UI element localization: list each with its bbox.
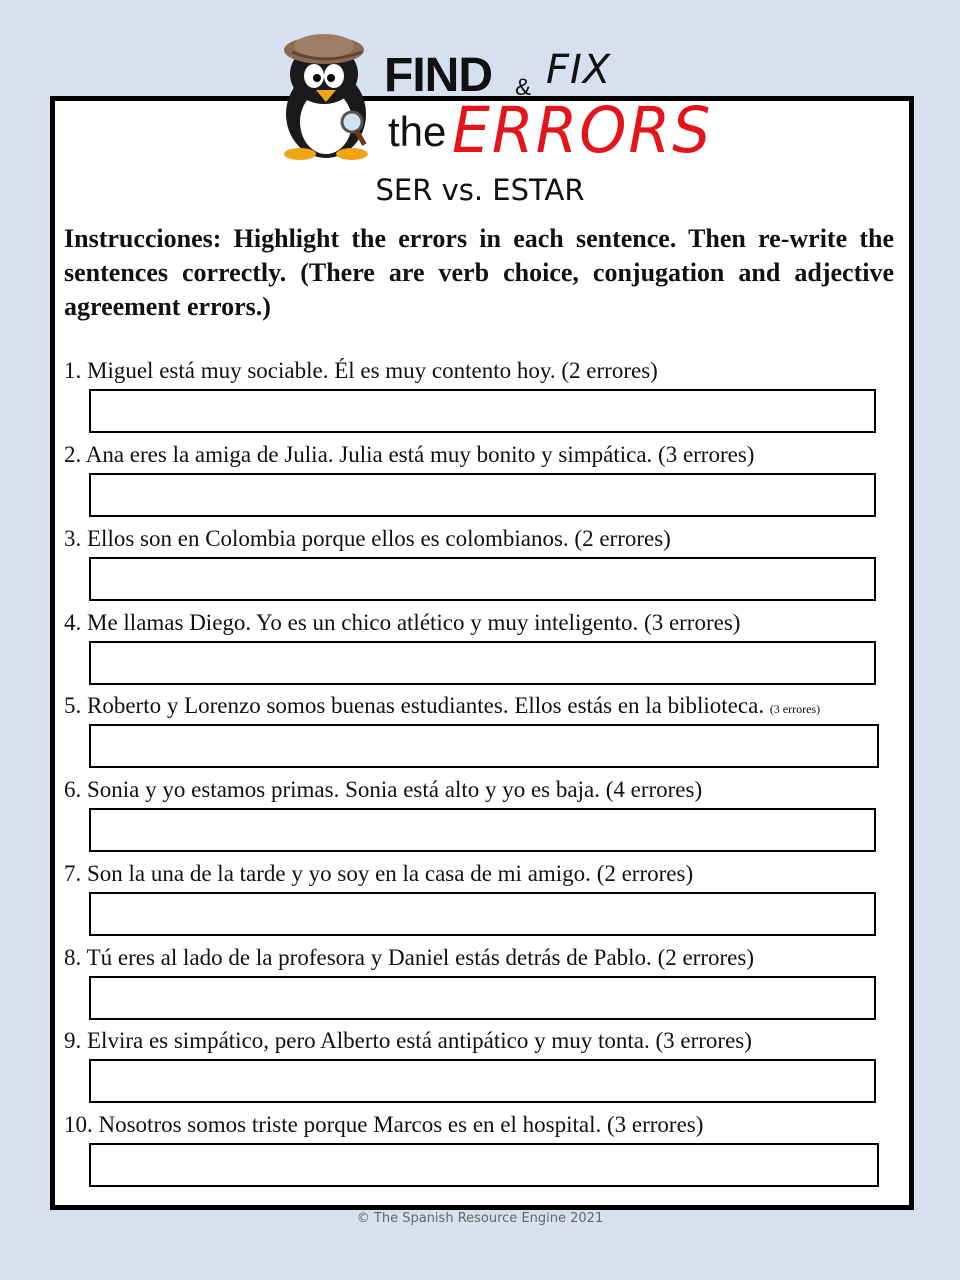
question-5 (64, 691, 904, 724)
question-text: Ana eres la amiga de Julia. Julia está muy bonito y simpática. (85, 442, 653, 467)
question-number: 8. (64, 945, 82, 970)
question-number: 6. (64, 777, 82, 802)
error-count: (3 errores) (655, 1028, 752, 1053)
instructions: Instrucciones: Highlight the errors in each sentence. Then re-write the sentences correctly. (There are verb choice, conjugation and adjective agreement errors.) (64, 224, 894, 321)
error-count: (2 errores) (574, 526, 671, 551)
question-8 (64, 943, 904, 973)
answer-box-5[interactable] (89, 724, 879, 768)
answer-box-10[interactable] (89, 1143, 879, 1187)
question-4 (64, 608, 904, 638)
question-number: 10. (64, 1112, 93, 1137)
question-number: 1. (64, 358, 82, 383)
title-the: the (388, 108, 447, 155)
question-number: 7. (64, 861, 82, 886)
question-text: Elvira es simpático, pero Alberto está antipático y muy tonta. (87, 1028, 650, 1053)
error-count: (2 errores) (657, 945, 754, 970)
answer-box-7[interactable] (89, 892, 876, 936)
answer-box-4[interactable] (89, 641, 876, 685)
error-count: (3 errores) (644, 610, 741, 635)
title-fix: FIX (546, 47, 612, 93)
question-text: Nosotros somos triste porque Marcos es en el hospital. (98, 1112, 602, 1137)
question-9 (64, 1026, 904, 1056)
question-1 (64, 356, 904, 386)
question-number: 2. (64, 442, 82, 467)
answer-box-9[interactable] (89, 1059, 876, 1103)
answer-box-2[interactable] (89, 473, 876, 517)
title-find: FIND (384, 49, 492, 102)
question-text: Ellos son en Colombia porque ellos es colombianos. (87, 526, 569, 551)
question-7 (64, 859, 904, 889)
answer-box-6[interactable] (89, 808, 876, 852)
question-text: Son la una de la tarde y yo soy en la casa de mi amigo. (87, 861, 591, 886)
question-6 (64, 775, 904, 805)
question-2 (64, 440, 904, 470)
detective-penguin-icon (272, 26, 380, 162)
question-number: 3. (64, 526, 82, 551)
error-count: (2 errores) (596, 861, 694, 886)
question-number: 5. (64, 693, 82, 718)
question-text: Tú eres al lado de la profesora y Daniel estás detrás de Pablo. (86, 945, 652, 970)
question-text: Me llamas Diego. Yo es un chico atlético y muy inteligento. (87, 610, 639, 635)
answer-box-3[interactable] (89, 557, 876, 601)
question-text: Sonia y yo estamos primas. Sonia está alto y yo es baja. (87, 777, 600, 802)
title-ampersand: & (515, 74, 532, 101)
question-number: 9. (64, 1028, 82, 1053)
question-3 (64, 524, 904, 554)
question-10 (64, 1110, 904, 1140)
question-text: Miguel está muy sociable. Él es muy contento hoy. (87, 358, 556, 383)
question-text: Roberto y Lorenzo somos buenas estudiantes. Ellos estás en la biblioteca. (87, 693, 765, 718)
error-count: (3 errores) (658, 442, 755, 467)
error-count: (3 errores) (606, 1112, 704, 1137)
answer-box-8[interactable] (89, 976, 876, 1020)
question-number: 4. (64, 610, 82, 635)
title-errors: ERRORS (452, 94, 713, 168)
error-count: (4 errores) (605, 777, 703, 802)
answer-box-1[interactable] (89, 389, 876, 433)
subtitle: SER vs. ESTAR (375, 173, 585, 207)
error-count: (3 errores) (769, 702, 821, 716)
copyright-footer: © The Spanish Resource Engine 2021 (356, 1211, 604, 1226)
error-count: (2 errores) (561, 358, 658, 383)
